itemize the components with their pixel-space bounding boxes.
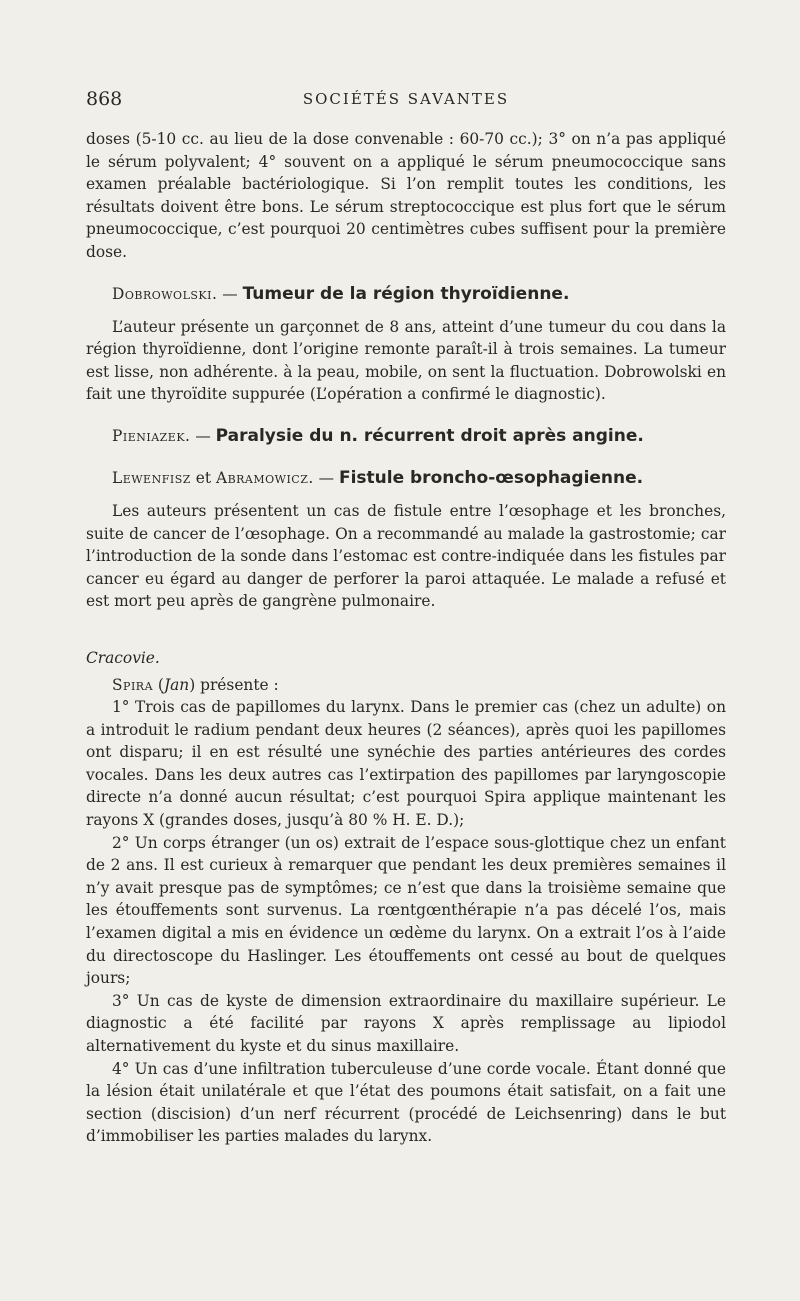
case-paragraph-3: 3° Un cas de kyste de dimension extraordinaire du maxillaire supérieur. Le diagnostic a été facilité par rayons X après remplissage au lipiodol alternativement du kyste et du sinus maxillaire.	[86, 991, 726, 1055]
case-paragraph-1: 1° Trois cas de papillomes du larynx. Dans le premier cas (chez un adulte) on a introduit le radium pendant deux heures (2 séances), après quoi les papillomes ont disparu; il en est résulté une synéchie des parties antérieures des cordes vocales. Dans les deux autres cas l’extirpation des papillomes par laryngoscopie directe n’a donné aucun résultat; c’est pourquoi Spira applique maintenant les rayons X (grandes doses, jusqu’à 80 % H. E. D.);	[86, 698, 726, 830]
section-title: Tumeur de la région thyroïdienne.	[242, 283, 570, 304]
intro-paragraph: doses (5-10 cc. au lieu de la dose convenable : 60-70 cc.); 3° on n’a pas appliqué le sérum polyvalent; 4° souvent on a appliqué le sérum pneumococcique sans examen préalable bactériologique. Si l’on remplit toutes les conditions, les résultats doivent être bons. Le sérum streptococcique est plus fort que le sérum pneumococcique, c’est pourquoi 20 centimètres cubes suffisent pour la première dose.	[86, 130, 726, 261]
section-heading-pieniazek	[86, 424, 726, 448]
author-name: Dobrowolski.	[112, 284, 218, 303]
case-paragraph-2: 2° Un corps étranger (un os) extrait de l’espace sous-glottique chez un enfant de 2 ans. Il est curieux à remarquer que pendant les deux premières semaines il n’y avait presque pas de symptômes; ce n’est que dans la troisième semaine que les étouffements sont survenus. La rœntgœnthérapie n’a pas décelé l’os, mais l’examen digital a mis en évidence un œdème du larynx. On a extrait l’os à l’aide du directoscope du Haslinger. Les étouffements ont cessé au bout de quelques jours;	[86, 833, 726, 988]
page-header	[86, 88, 726, 112]
place-heading: Cracovie.	[86, 648, 160, 667]
author-name: Spira	[112, 675, 154, 694]
case-paragraph-4: 4° Un cas d’une infiltration tuberculeuse d’une corde vocale. Étant donné que la lésion était unilatérale et que l’état des poumons était satisfait, on a fait une section (discision) d’un nerf récurrent (procédé de Leichsenring) dans le but d’immobiliser les parties malades du larynx.	[86, 1059, 726, 1146]
section-paragraph: L’auteur présente un garçonnet de 8 ans, atteint d’une tumeur du cou dans la région thyroïdienne, dont l’origine remonte paraît-il à trois semaines. La tumeur est lisse, non adhérente. à la peau, mobile, on sent la fluctuation. Dobrowolski en fait une thyroïdite suppurée (L’opération a confirmé le diagnostic).	[86, 317, 726, 404]
running-title: SOCIÉTÉS SAVANTES	[302, 90, 510, 108]
spira-intro: Spira (Jan) présente :	[112, 675, 279, 694]
section-heading-lewenfisz	[86, 466, 726, 490]
section-paragraph: Les auteurs présentent un cas de fistule entre l’œsophage et les bronches, suite de cancer de l’œsophage. On a recommandé au malade la gastrostomie; car l’introduction de la sonde dans l’estomac est contre-indiquée dans les fistules par cancer eu égard au danger de perforer la paroi attaquée. Le malade a refusé et est mort peu après de gangrène pulmonaire.	[86, 501, 726, 611]
section-title: Paralysie du n. récurrent droit après angine.	[215, 425, 644, 446]
dash: —	[190, 426, 216, 445]
dash: —	[313, 468, 339, 487]
section-title: Fistule broncho-œsophagienne.	[338, 467, 644, 488]
dash: —	[217, 284, 243, 303]
author-name: Pieniazek.	[112, 426, 191, 445]
page-number: 868	[86, 88, 123, 110]
section-heading-dobrowolski	[86, 282, 726, 306]
conjunction: et	[190, 468, 216, 487]
page-body	[86, 128, 726, 1148]
author-name: Lewenfisz	[112, 468, 191, 487]
first-name: Jan	[163, 675, 190, 694]
author-name: Abramowicz.	[215, 468, 314, 487]
